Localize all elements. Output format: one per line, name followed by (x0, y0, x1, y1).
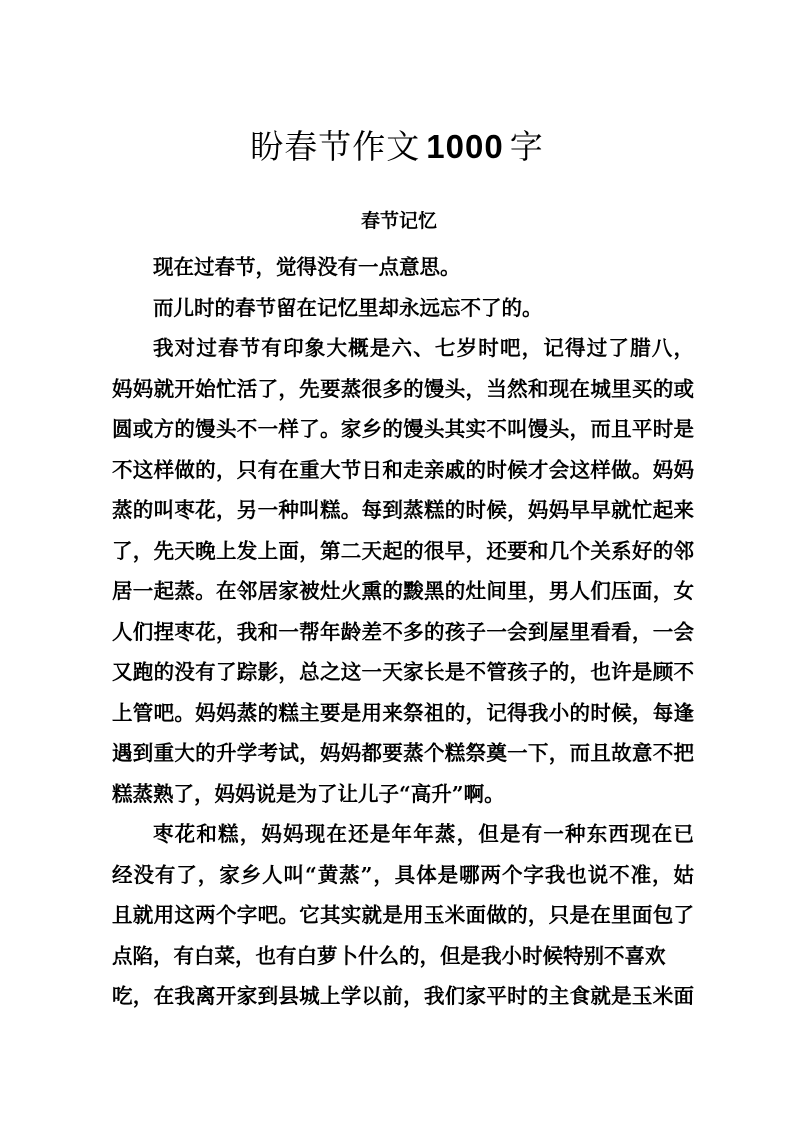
essay-line: 且就用这两个字吧。它其实就是用玉米面做的，只是在里面包了 (112, 903, 694, 927)
essay-line: 又跑的没有了踪影，总之这一天家长是不管孩子的，也许是顾不 (112, 660, 694, 684)
section-subtitle: 春节记忆 (360, 210, 437, 232)
essay-line: 人们捏枣花，我和一帮年龄差不多的孩子一会到屋里看看，一会 (112, 619, 694, 644)
essay-line: 蒸的叫枣花，另一种叫糕。每到蒸糕的时候，妈妈早早就忙起来 (112, 498, 694, 522)
essay-line: 而儿时的春节留在记忆里却永远忘不了的。 (153, 295, 543, 320)
essay-line: 圆或方的馒头不一样了。家乡的馒头其实不叫馒头，而且平时是 (112, 417, 694, 441)
essay-line: 糕蒸熟了，妈妈说是为了让儿子“高升”啊。 (112, 781, 505, 806)
essay-body (112, 247, 694, 1017)
essay-line: 现在过春节，觉得没有一点意思。 (153, 255, 461, 279)
document-title (0, 125, 794, 169)
essay-line: 经没有了，家乡人叫“黄蒸”，具体是哪两个字我也说不准，姑 (112, 862, 694, 887)
essay-line: 点陷，有白菜，也有白萝卜什么的，但是我小时候特别不喜欢 (112, 943, 666, 968)
title-number: 1000 (426, 128, 504, 166)
title-prefix: 盼春节作文 (250, 127, 421, 167)
title-suffix: 字 (509, 127, 544, 167)
essay-line: 我对过春节有印象大概是六、七岁时吧，记得过了腊八， (153, 336, 694, 360)
essay-line: 不这样做的，只有在重大节日和走亲戚的时候才会这样做。妈妈 (112, 457, 694, 482)
essay-line: 妈妈就开始忙活了，先要蒸很多的馒头，当然和现在城里买的或 (112, 376, 694, 401)
essay-line: 枣花和糕，妈妈现在还是年年蒸，但是有一种东西现在已 (153, 822, 694, 846)
essay-line: 了，先天晚上发上面，第二天起的很早，还要和几个关系好的邻 (112, 538, 694, 563)
essay-line: 遇到重大的升学考试，妈妈都要蒸个糕祭奠一下，而且故意不把 (112, 741, 694, 765)
essay-line: 居一起蒸。在邻居家被灶火熏的黢黑的灶间里，男人们压面，女 (112, 579, 694, 603)
essay-line: 吃，在我离开家到县城上学以前，我们家平时的主食就是玉米面 (112, 984, 694, 1008)
essay-line: 上管吧。妈妈蒸的糕主要是用来祭祖的，记得我小的时候，每逢 (112, 700, 694, 725)
